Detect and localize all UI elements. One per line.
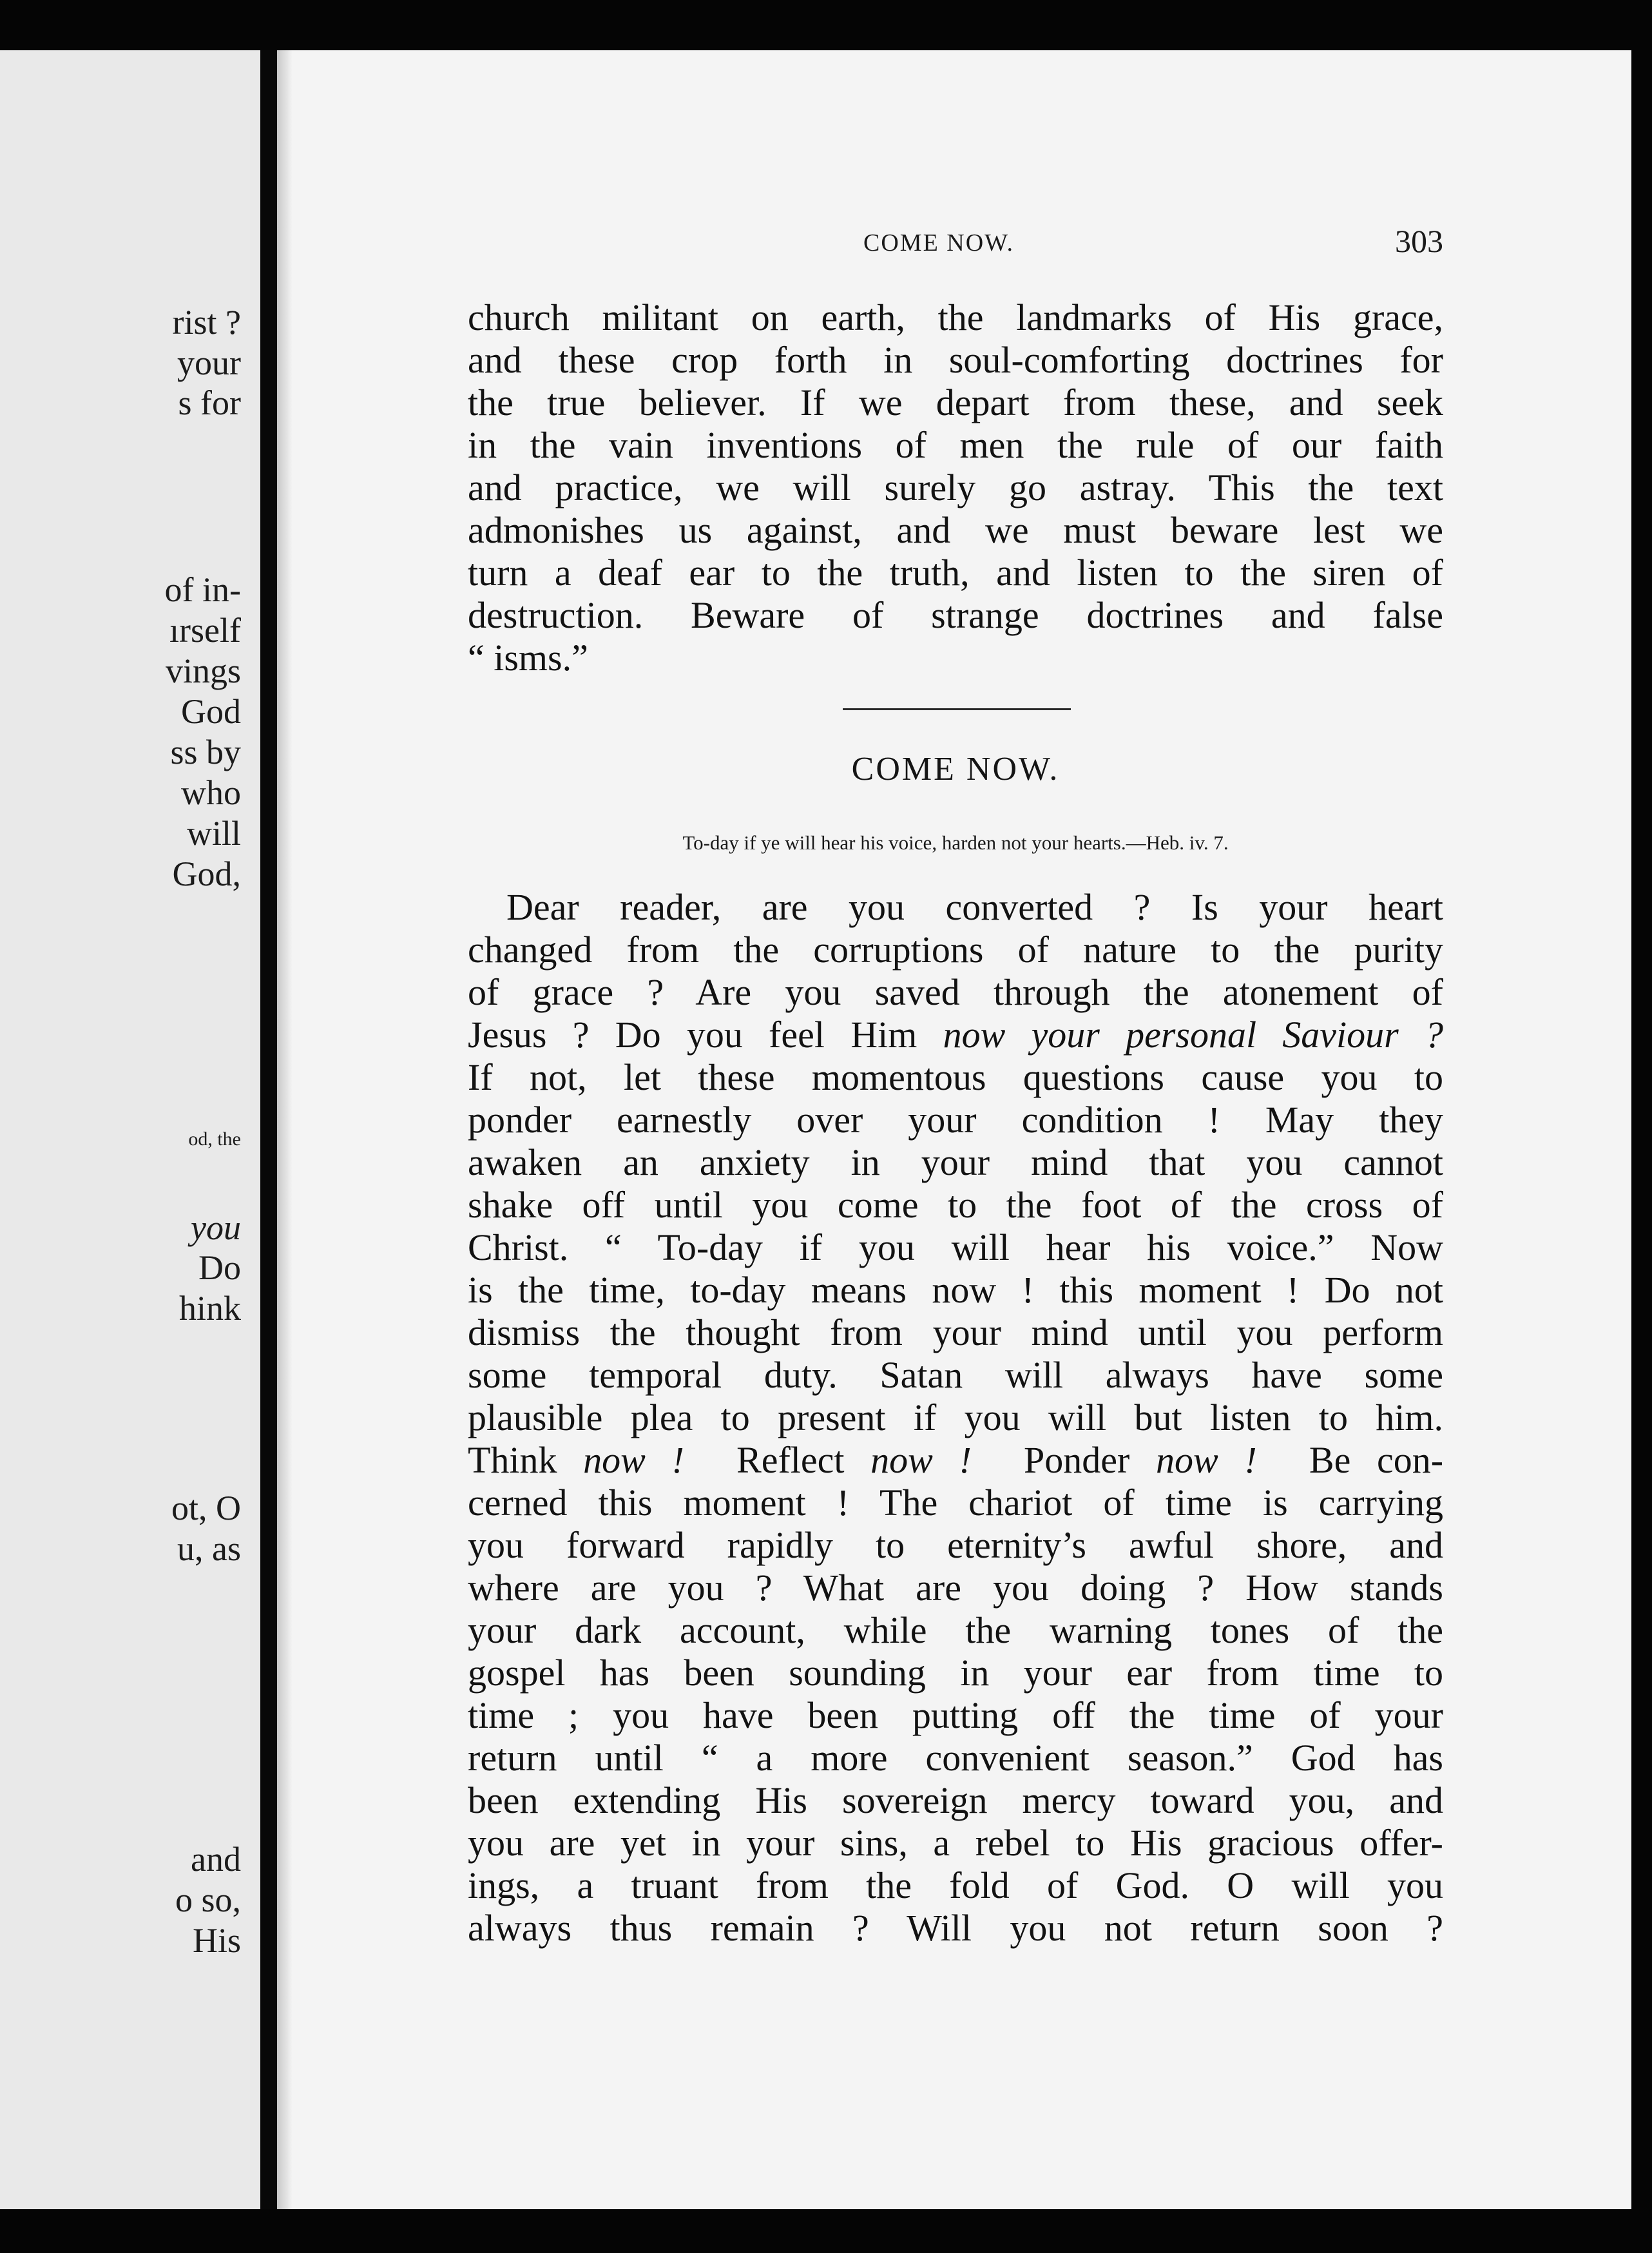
emphasis-text: now ! <box>1156 1439 1257 1481</box>
text-run: Be con- <box>1256 1439 1444 1481</box>
facing-page-fragment: ot, O <box>171 1489 241 1527</box>
facing-page-fragment: your <box>177 343 241 382</box>
facing-page-fragment: who <box>181 773 241 812</box>
text-line: If not, let these momentous questions cause you to <box>468 1056 1443 1098</box>
text-line: dismiss the thought from your mind until you perform <box>468 1311 1443 1353</box>
text-line: ings, a truant from the fold of God. O will you <box>468 1864 1443 1906</box>
facing-page-fragment: God <box>181 692 241 731</box>
text-line: awaken an anxiety in your mind that you cannot <box>468 1141 1443 1183</box>
section-title: COME NOW. <box>851 751 1060 788</box>
text-line: and practice, we will surely go astray. This the text <box>468 467 1443 508</box>
text-line: return until “ a more convenient season.” God has <box>468 1737 1443 1779</box>
facing-page-fragment: God, <box>172 855 241 893</box>
epigraph: To-day if ye will hear his voice, harden not your hearts.—Heb. iv. 7. <box>682 831 1229 854</box>
text-line: is the time, to-day means now ! this moment ! Do not <box>468 1269 1443 1311</box>
facing-page-fragment: rist ? <box>172 303 241 342</box>
text-line: destruction. Beware of strange doctrines and false <box>468 594 1443 636</box>
book-gutter <box>260 50 277 2209</box>
facing-page-fragment: ss by <box>170 733 241 771</box>
text-line: shake off until you come to the foot of the cross of <box>468 1184 1443 1226</box>
text-run: Ponder <box>971 1439 1156 1481</box>
text-line: time ; you have been putting off the time of your <box>468 1694 1443 1736</box>
text-line: some temporal duty. Satan will always have some <box>468 1354 1443 1396</box>
text-line: admonishes us against, and we must beware lest we <box>468 509 1443 551</box>
facing-page-fragment: and <box>191 1840 241 1879</box>
text-line: Dear reader, are you converted ? Is your heart <box>506 886 1443 928</box>
text-line: the true believer. If we depart from these, and seek <box>468 382 1443 423</box>
page-shadow <box>277 50 293 2209</box>
facing-page-fragment: you <box>191 1208 241 1247</box>
facing-page-fragment: u, as <box>177 1529 241 1568</box>
text-line <box>468 1439 1443 1482</box>
facing-page-fragment: of in- <box>164 570 241 609</box>
scan-border-bottom <box>0 2209 1652 2253</box>
facing-page-fragment: s for <box>178 383 241 422</box>
section-divider <box>843 708 1071 710</box>
text-line: in the vain inventions of men the rule of our faith <box>468 424 1443 466</box>
emphasis-text: now ! <box>870 1439 972 1481</box>
text-line <box>468 1014 1443 1056</box>
facing-page-fragment: o so, <box>175 1881 241 1919</box>
facing-page-fragment: His <box>192 1921 241 1960</box>
text-line: plausible plea to present if you will but listen to him. <box>468 1397 1443 1438</box>
facing-page <box>0 50 260 2209</box>
text-line: cerned this moment ! The chariot of time is carrying <box>468 1482 1443 1523</box>
text-line: your dark account, while the warning tones of the <box>468 1609 1443 1651</box>
facing-page-fragment: vings <box>165 652 241 690</box>
facing-page-fragment: Do <box>198 1248 241 1287</box>
text-line: turn a deaf ear to the truth, and listen to the siren of <box>468 552 1443 594</box>
preceding-paragraph <box>468 296 1443 679</box>
text-line: Christ. “ To-day if you will hear his voice.” Now <box>468 1226 1443 1268</box>
facing-page-fragment: will <box>186 814 241 853</box>
facing-page-fragment: ırself <box>169 611 241 650</box>
text-run: Reflect <box>684 1439 871 1481</box>
body-paragraph <box>468 886 1443 1949</box>
text-line: been extending His sovereign mercy toward you, and <box>468 1779 1443 1821</box>
text-run: Jesus ? Do you feel Him <box>468 1014 943 1056</box>
text-line: of grace ? Are you saved through the atonement of <box>468 971 1443 1013</box>
text-line: church militant on earth, the landmarks of His grace, <box>468 296 1443 338</box>
text-run: Think <box>468 1439 584 1481</box>
text-line: where are you ? What are you doing ? How stands <box>468 1567 1443 1609</box>
emphasis-text: now your personal Saviour ? <box>943 1014 1443 1056</box>
running-head: COME NOW. <box>863 229 1015 256</box>
text-line: “ isms.” <box>468 637 588 679</box>
text-line: and these crop forth in soul-comforting doctrines for <box>468 339 1443 381</box>
text-line: you are yet in your sins, a rebel to His gracious offer- <box>468 1822 1443 1864</box>
scan-border-top <box>0 0 1652 50</box>
text-line: changed from the corruptions of nature to the purity <box>468 929 1443 971</box>
text-line: gospel has been sounding in your ear from time to <box>468 1652 1443 1694</box>
text-line: ponder earnestly over your condition ! May they <box>468 1099 1443 1141</box>
scan-border-right <box>1631 0 1652 2253</box>
text-line: you forward rapidly to eternity’s awful shore, and <box>468 1524 1443 1566</box>
text-line: always thus remain ? Will you not return soon ? <box>468 1907 1443 1949</box>
facing-page-fragment: hink <box>178 1289 241 1328</box>
page-number: 303 <box>1395 223 1443 259</box>
emphasis-text: now ! <box>583 1439 684 1481</box>
facing-page-fragment: od, the <box>188 1128 241 1150</box>
